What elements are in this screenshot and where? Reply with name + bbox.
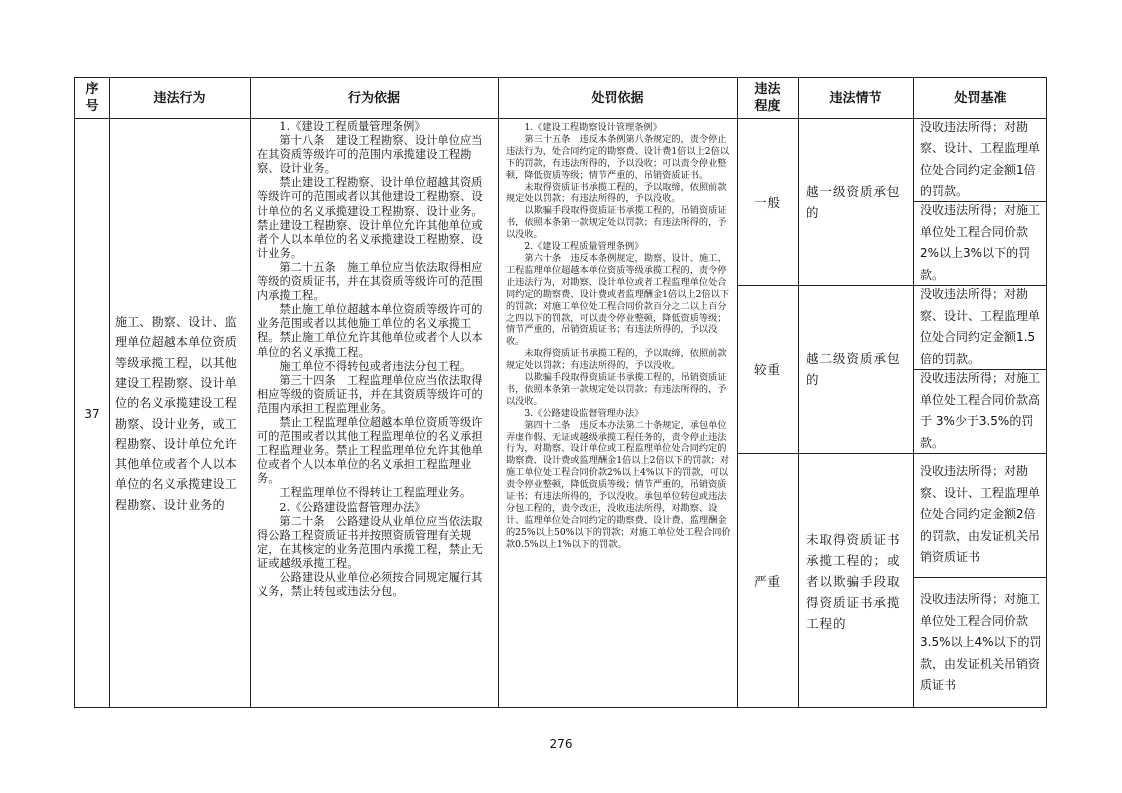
header-behavior: 违法行为 [153, 90, 206, 106]
violation-behavior: 施工、勘察、设计、监理单位超越本单位资质等级承揽工程，以其他建设工程勘察、设计单位的名义承揽建设工程勘察、设计业务，或工程勘察、设计单位允许其他单位或者个人以本单位的名义承揽建设工程勘察、设计业务的 [115, 315, 238, 512]
punish-paragraph: 2.《建设工程质量管理条例》 [524, 241, 644, 253]
header-punish-basis: 处罚依据 [591, 90, 644, 106]
degree-general: 一般 [753, 194, 781, 210]
basis-paragraph: 禁止建设工程勘察、设计单位超越其资质等级许可的范围或者以其他建设工程勘察、设计单位的名义承揽建设工程勘察、设计业务。禁止建设工程勘察、设计单位允许其他单位或者个人以本单位的名义承揽建设工程勘察、设计业务。 [257, 176, 483, 260]
basis-paragraph: 施工单位不得转包或者违法分包工程。 [279, 359, 472, 373]
circumstance-serious: 越二级资质承包的 [806, 351, 901, 387]
punishment-basis [498, 118, 737, 709]
punish-paragraph: 3.《公路建设监督管理办法》 [524, 407, 644, 419]
header-degree: 违法程度 [754, 82, 781, 114]
standard-general-design: 没收违法所得；对勘察、设计、工程监理单位处合同约定金额1倍的罚款。 [920, 119, 1041, 198]
basis-paragraph: 工程监理单位不得转让工程监理业务。 [279, 486, 472, 500]
basis-paragraph: 第十八条 建设工程勘察、设计单位应当在其资质等级许可的范围内承揽建设工程勘察、设计业务。 [257, 134, 483, 176]
header-basis: 行为依据 [347, 90, 400, 106]
basis-paragraph: 禁止工程监理单位超越本单位资质等级许可的范围或者以其他工程监理单位的名义承担工程监理业务。禁止工程监理单位允许其他单位或者个人以本单位的名义承担工程监理业务。 [257, 415, 483, 486]
page-number: 276 [549, 737, 573, 751]
degree-serious: 较重 [753, 362, 781, 377]
punish-paragraph: 以欺骗手段取得资质证书承揽工程的，吊销资质证书，依照本条第一款规定处以罚款；有违法所得的，予以没收。 [506, 372, 727, 407]
basis-paragraph: 第二十五条 施工单位应当依法取得相应等级的资质证书，并在其资质等级许可的范围内承揽工程。 [257, 260, 483, 303]
standard-severe-construction: 没收违法所得；对施工单位处工程合同价款3.5%以上4%以下的罚款，由发证机关吊销资质证书 [920, 592, 1042, 693]
basis-paragraph: 2.《公路建设监督管理办法》 [279, 500, 426, 514]
circumstance-severe: 未取得资质证书承揽工程的；或者以欺骗手段取得资质证书承揽工程的 [806, 531, 901, 631]
standard-serious-design: 没收违法所得；对勘察、设计、工程监理单位处合同约定金额1.5倍的罚款。 [920, 287, 1041, 366]
basis-paragraph: 禁止施工单位超越本单位资质等级许可的业务范围或者以其他施工单位的名义承揽工程。禁止施工单位允许其他单位或者个人以本单位的名义承揽工程。 [257, 303, 483, 359]
punish-paragraph: 第四十二条 违反本办法第二十条规定，承包单位弄虚作假、无证或越级承揽工程任务的，责令停止违法行为，对勘察、设计单位或工程监理单位处合同约定的勘察费、设计费或监理酬金1倍以上2倍以下的罚款；对施工单位处工程合同价款2%以上4%以下的罚款，可以责令停业整顿，降低资质等级；情节严重的，吊销资质证书；有违法所得的，予以没收。承包单位转包或违法分包工程的，责令改正，没收违法所得，对勘察、设计、监理单位处合同约定的勘察费、设计费、监理酬金的25%以上50%以下的罚款；对施工单位处工程合同价款0.5%以上1%以下的罚款。 [506, 419, 731, 550]
standard-general-construction: 没收违法所得；对施工单位处工程合同价款2%以上3%以下的罚款。 [920, 203, 1041, 282]
punish-paragraph: 以欺骗手段取得资质证书承揽工程的，吊销资质证书，依照本条第一款规定处以罚款；有违法所得的，予以没收。 [506, 205, 727, 241]
standard-serious-construction: 没收违法所得；对施工单位处工程合同价款高于 3%少于3.5%的罚款。 [920, 371, 1041, 450]
basis-paragraph: 第二十条 公路建设从业单位应当依法取得公路工程资质证书并按照资质管理有关规定，在其核定的业务范围内承揽工程，禁止无证或越级承揽工程。 [257, 514, 483, 570]
punish-paragraph: 未取得资质证书承揽工程的，予以取缔，依照前款规定处以罚款；有违法所得的，予以没收。 [506, 181, 727, 205]
punish-paragraph: 1.《建设工程勘察设计管理条例》 [524, 122, 662, 133]
header-standard: 处罚基准 [954, 90, 1007, 106]
header-circumstance: 违法情节 [829, 90, 882, 106]
row-seq: 37 [84, 406, 100, 421]
punish-paragraph: 第三十五条 违反本条例第八条规定的，责令停止违法行为，处合同约定的勘察费、设计费1倍以上2倍以下的罚款，有违法所得的，予以没收；可以责令停业整顿，降低资质等级；情节严重的，吊销资质证书。 [506, 133, 730, 181]
basis-paragraph: 1.《建设工程质量管理条例》 [279, 120, 426, 133]
basis-paragraph: 公路建设从业单位必须按合同规定履行其义务，禁止转包或违法分包。 [257, 571, 483, 599]
circumstance-general: 越一级资质承包的 [806, 183, 901, 220]
header-seq: 序号 [85, 82, 99, 114]
punish-paragraph: 未取得资质证书承揽工程的，予以取缔，依照前款规定处以罚款；有违法所得的，予以没收。 [506, 348, 727, 372]
penalty-table [74, 77, 1047, 708]
degree-severe: 严重 [753, 574, 781, 589]
basis-paragraph: 第三十四条 工程监理单位应当依法取得相应等级的资质证书，并在其资质等级许可的范围内承担工程监理业务。 [257, 373, 483, 415]
standard-severe-design: 没收违法所得；对勘察、设计、工程监理单位处合同约定金额2倍的罚款，由发证机关吊销资质证书 [920, 464, 1041, 565]
behavior-basis [250, 118, 498, 709]
punish-paragraph: 第六十条 违反本条例规定，勘察、设计、施工、工程监理单位超越本单位资质等级承揽工程的，责令停止违法行为，对勘察、设计单位或者工程监理单位处合同约定的勘察费、设计费或者监理酬金1倍以上2倍以下的罚款；对施工单位处工程合同价款百分之二以上百分之四以下的罚款，可以责令停业整顿，降低资质等级；情节严重的，吊销资质证书；有违法所得的，予以没收。 [506, 252, 730, 348]
